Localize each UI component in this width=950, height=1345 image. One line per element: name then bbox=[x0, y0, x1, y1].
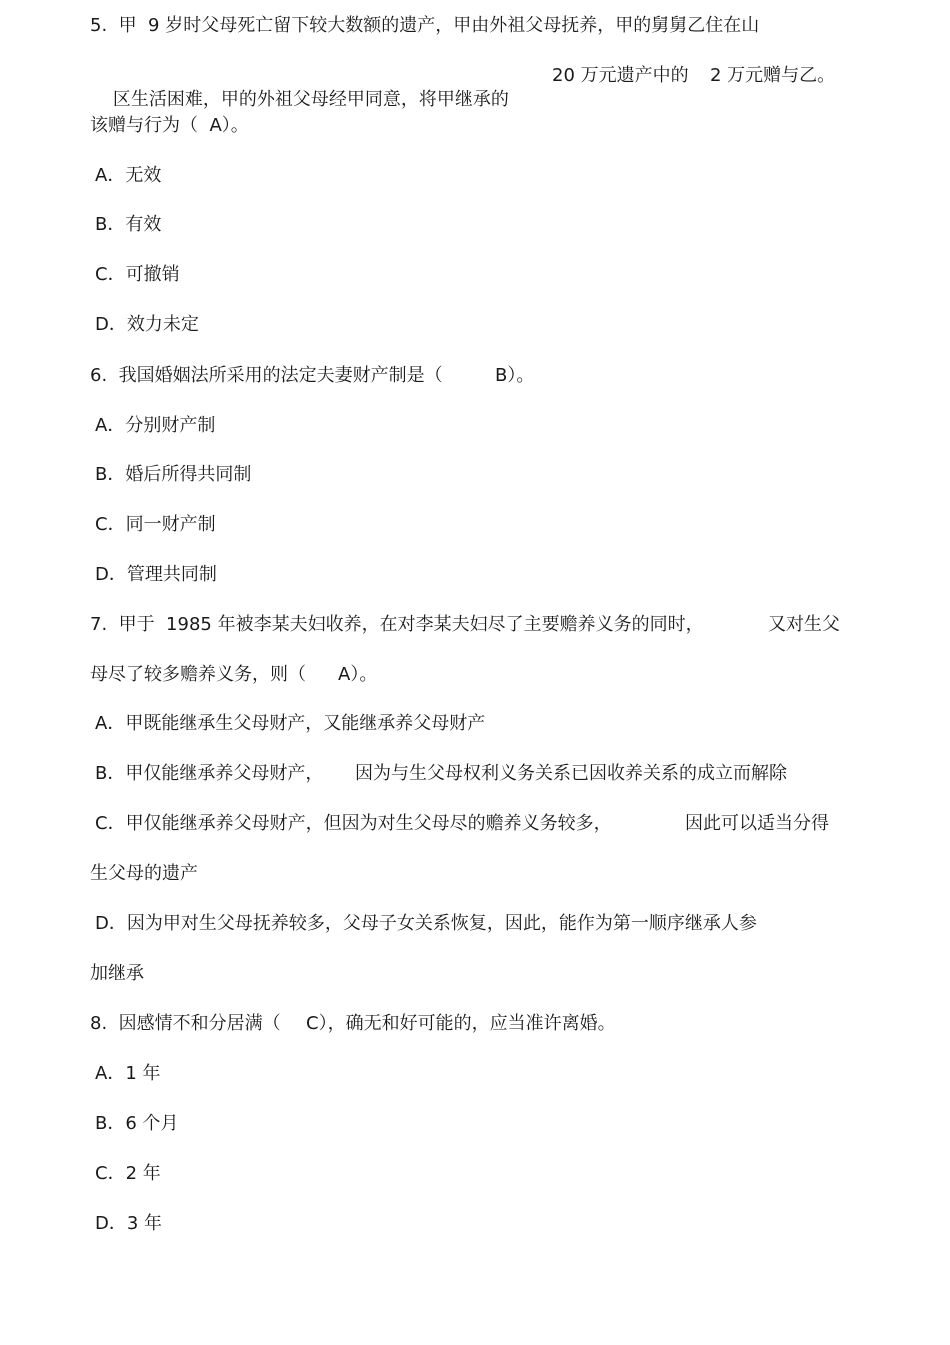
question-8-option-d: D．3 年 bbox=[95, 1213, 163, 1234]
question-7-option-c-line-2: 生父母的遗产 bbox=[90, 863, 198, 884]
question-6-option-b: B．婚后所得共同制 bbox=[95, 464, 252, 485]
question-7-line-2: 母尽了较多赡养义务，则（ bbox=[90, 664, 306, 685]
question-5-line-3: 该赠与行为（ A）。 bbox=[90, 115, 249, 136]
question-5-option-b: B．有效 bbox=[95, 214, 162, 235]
question-8-option-b: B．6 个月 bbox=[95, 1113, 179, 1134]
question-5-option-d: D．效力未定 bbox=[95, 314, 199, 335]
question-8-line-1: 8. 因感情不和分居满（ bbox=[90, 1013, 281, 1034]
question-5-option-a: A．无效 bbox=[95, 165, 162, 186]
question-5-line-2-part-1: 区生活困难，甲的外祖父母经甲同意，将甲继承的 bbox=[112, 89, 509, 110]
question-8-option-a: A．1 年 bbox=[95, 1063, 161, 1084]
question-6-answer: B）。 bbox=[495, 365, 535, 386]
question-7-option-b: B．甲仅能继承养父母财产， bbox=[95, 763, 324, 784]
question-6-option-a: A．分别财产制 bbox=[95, 415, 216, 436]
question-7-option-d-line-2: 加继承 bbox=[90, 963, 144, 984]
question-5-line-2 bbox=[90, 64, 509, 110]
question-5-line-2-part-3: 2 万元赠与乙。 bbox=[710, 65, 836, 86]
question-7-option-a: A．甲既能继承生父母财产，又能继承养父母财产 bbox=[95, 713, 486, 734]
question-7-option-c: C．甲仅能继承养父母财产，但因为对生父母尽的赡养义务较多， bbox=[95, 813, 612, 834]
question-6-option-d: D．管理共同制 bbox=[95, 564, 217, 585]
question-7-option-c-tail: 因此可以适当分得 bbox=[685, 813, 829, 834]
question-7-option-d: D．因为甲对生父母抚养较多，父母子女关系恢复，因此，能作为第一顺序继承人参 bbox=[95, 913, 757, 934]
question-7-answer: A）。 bbox=[338, 664, 378, 685]
question-6-line-1: 6. 我国婚姻法所采用的法定夫妻财产制是（ bbox=[90, 365, 443, 386]
question-5-line-2-part-2: 20 万元遗产中的 bbox=[552, 65, 689, 86]
question-6-option-c: C．同一财产制 bbox=[95, 514, 216, 535]
question-7-option-b-tail: 因为与生父母权利义务关系已因收养关系的成立而解除 bbox=[355, 763, 787, 784]
question-7-line-1-tail: 又对生父 bbox=[768, 614, 840, 635]
question-7-line-1: 7. 甲于 1985 年被李某夫妇收养，在对李某夫妇尽了主要赡养义务的同时， bbox=[90, 614, 704, 635]
question-5-option-c: C．可撤销 bbox=[95, 264, 180, 285]
question-5-line-1: 5. 甲 9 岁时父母死亡留下较大数额的遗产，甲由外祖父母抚养，甲的舅舅乙住在山 bbox=[90, 15, 760, 36]
question-8-option-c: C．2 年 bbox=[95, 1163, 161, 1184]
question-8-line-1-tail: C），确无和好可能的，应当准许离婚。 bbox=[306, 1013, 616, 1034]
